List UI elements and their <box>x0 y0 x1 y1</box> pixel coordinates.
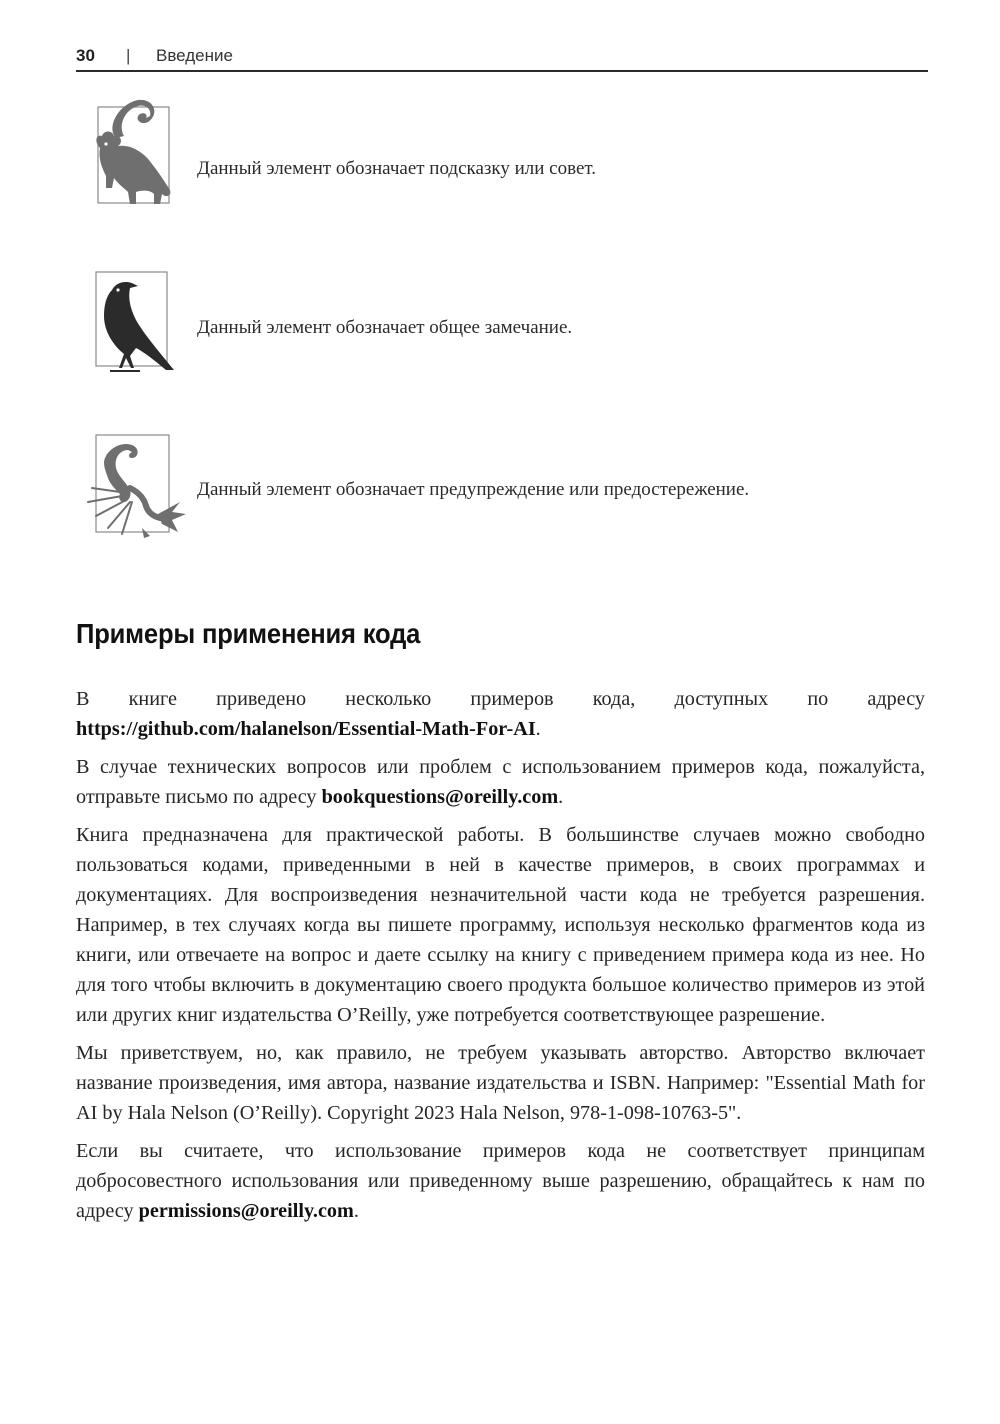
paragraph-permissions: Если вы считаете, что использование примеров кода не соответствует принципам добросовестного использования или приведенному выше разрешению, обращайтесь к нам по адресу permissions@oreilly.com. <box>76 1140 925 1222</box>
note-warning <box>82 432 932 542</box>
note-warning-text: Данный элемент обозначает предупреждение или предостережение. <box>197 479 750 500</box>
permissions-email[interactable]: permissions@oreilly.com <box>138 1200 354 1222</box>
paragraph-attribution: Мы приветствуем, но, как правило, не требуем указывать авторство. Авторство включает название произведения, имя автора, название издательства и ISBN. Например: "Essential Math for AI by Hala Nelson (O’Reilly). Copyright 2023 Hala Nelson, 978-1-098-10763-5". <box>76 1042 925 1124</box>
paragraph-github: В книге приведено несколько примеров кода, доступных по адресу https://github.com/halanelson/Essential-Math-For-AI. <box>76 688 925 740</box>
body-text <box>76 684 925 1234</box>
running-header <box>76 44 928 72</box>
crow-icon <box>82 268 182 378</box>
paragraph-questions: В случае технических вопросов или проблем с использованием примеров кода, пожалуйста, отправьте письмо по адресу bookquestions@oreilly.com. <box>76 756 925 808</box>
github-link[interactable]: https://github.com/halanelson/Essential-Math-For-AI <box>76 718 536 740</box>
section-title: Примеры применения кода <box>76 618 421 649</box>
note-tip <box>82 92 932 217</box>
paragraph-usage: Книга предназначена для практической работы. В большинстве случаев можно свободно пользоваться кодами, приведенными в ней в качестве примеров, в своих программах и документациях. Для воспроизведения незначительной части кода не требуется разрешения. Например, в тех случаях когда вы пишете программу, используя несколько фрагментов кода из книги, или отвечаете на вопрос и даете ссылку на книгу с приведением примера кода из нее. Но для того чтобы включить в документацию своего продукта большое количество примеров из этой или других книг издательства O’Reilly, уже потребуется соответствующее разрешение. <box>76 824 925 1026</box>
bookquestions-email[interactable]: bookquestions@oreilly.com <box>321 786 559 808</box>
note-general-text: Данный элемент обозначает общее замечание. <box>197 317 573 338</box>
note-tip-text: Данный элемент обозначает подсказку или совет. <box>197 158 597 179</box>
note-general <box>82 268 932 378</box>
scorpion-icon <box>82 432 194 542</box>
lemur-icon <box>82 92 182 217</box>
page-number: 30 <box>76 46 95 65</box>
chapter-title: Введение <box>156 46 233 65</box>
header-separator: | <box>126 46 131 65</box>
